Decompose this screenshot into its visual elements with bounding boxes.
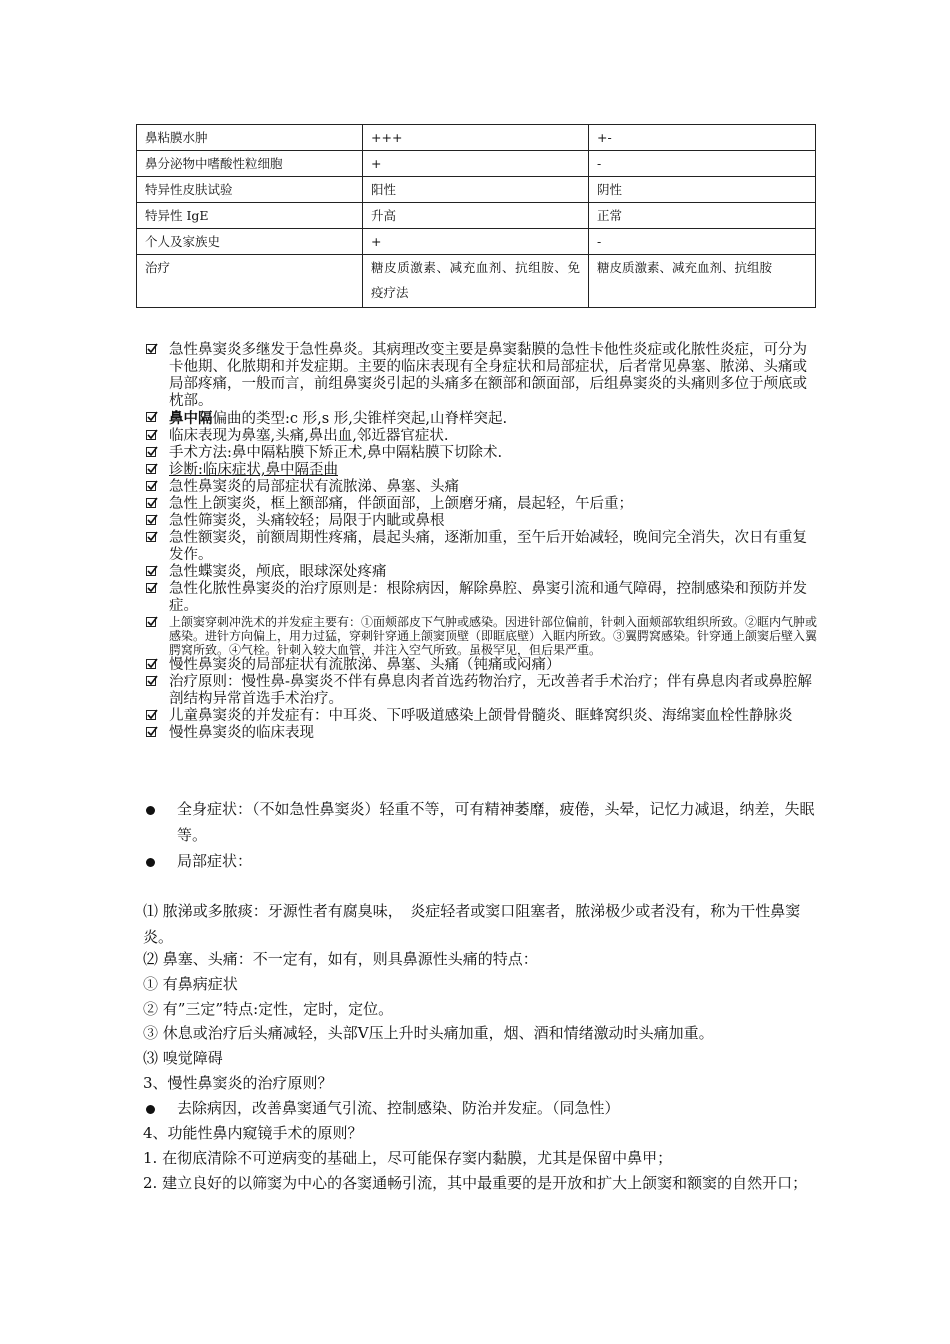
- checked-box-icon: [146, 659, 156, 669]
- table-cell: 鼻粘膜水肿: [137, 125, 363, 151]
- checked-box-icon: [146, 464, 156, 474]
- paragraph: 1. 在彻底清除不可逆病变的基础上，尽可能保存窦内黏膜，尤其是保留中鼻甲；: [143, 1149, 673, 1167]
- list-item-text: 急性额窦炎，前额周期性疼痛，晨起头痛，逐渐加重，至午后开始减轻，晚间完全消失，次日有重复发作。: [169, 530, 807, 563]
- list-item: [143, 657, 818, 674]
- bullet-item: [143, 848, 818, 874]
- list-item-text: 急性化脓性鼻窦炎的治疗原则是：根除病因，解除鼻腔、鼻窦引流和通气障碍，控制感染和预防并发症。: [169, 581, 807, 614]
- checked-box-icon: [146, 566, 156, 576]
- table-cell: 正常: [589, 203, 816, 229]
- list-item: [143, 513, 818, 530]
- checked-box-icon: [146, 481, 156, 491]
- list-item-text: 急性蝶窦炎，颅底，眼球深处疼痛: [169, 564, 387, 580]
- bullet-icon: [146, 806, 155, 815]
- paragraph: ② 有”三定”特点:定性，定时，定位。: [143, 1000, 394, 1018]
- paragraph: 4、功能性鼻内窥镜手术的原则？: [143, 1124, 363, 1142]
- paragraph: ⑶ 嗅觉障碍: [143, 1049, 223, 1067]
- table-cell: +: [363, 151, 589, 177]
- table-cell: +: [363, 229, 589, 255]
- list-item-text: 急性鼻窦炎多继发于急性鼻炎。其病理改变主要是鼻窦黏膜的急性卡他性炎症或化脓性炎症，可分为卡他期、化脓期和并发症期。主要的临床表现有全身症状和局部症状，后者常见鼻塞、脓涕、头痛或局部疼痛，一般而言，前组鼻窦炎引起的头痛多在额部和颌面部，后组鼻窦炎的头痛则多位于颅底或枕部。: [169, 342, 807, 409]
- list-item: [143, 342, 818, 410]
- list-item-bold-text: 鼻中隔: [169, 410, 213, 427]
- list-item-text: 诊断:临床症状,鼻中隔歪曲: [169, 462, 338, 478]
- table-cell: 特异性皮肤试验: [137, 177, 363, 203]
- paragraph: ③ 休息或治疗后头痛减轻，头部Ⅴ压上升时头痛加重，烟、酒和情绪激动时头痛加重。: [143, 1024, 714, 1042]
- checked-box-icon: [146, 532, 156, 542]
- list-item-text: 急性上颌窦炎，框上额部痛，伴颌面部，上颌磨牙痛，晨起轻，午后重；: [169, 496, 633, 512]
- comparison-table: [136, 124, 816, 308]
- list-item: [143, 708, 818, 725]
- list-item: [143, 615, 818, 657]
- checked-box-icon: [146, 515, 156, 525]
- table-cell: 阳性: [363, 177, 589, 203]
- table-row: [137, 177, 816, 203]
- table-row: [137, 255, 816, 308]
- paragraph: ① 有鼻病症状: [143, 975, 238, 993]
- checked-box-icon: [146, 727, 156, 737]
- checked-box-icon: [146, 447, 156, 457]
- list-item-text: 慢性鼻窦炎的局部症状有流脓涕、鼻塞、头痛（钝痛或闷痛）: [169, 657, 561, 673]
- checked-box-icon: [146, 430, 156, 440]
- table-row: [137, 229, 816, 255]
- list-item-text: 偏曲的类型:c 形,s 形,尖锥样突起,山脊样突起.: [212, 411, 508, 427]
- list-item-text: 临床表现为鼻塞,头痛,鼻出血,邻近器官症状.: [169, 428, 449, 444]
- list-item-text: 急性鼻窦炎的局部症状有流脓涕、鼻塞、头痛: [169, 479, 459, 495]
- table-cell: 治疗: [137, 255, 363, 308]
- checked-box-icon: [146, 344, 156, 354]
- list-item: [143, 674, 818, 708]
- bullet-text: 局部症状：: [177, 852, 253, 870]
- list-item: [143, 479, 818, 496]
- list-item-text: 儿童鼻窦炎的并发症有：中耳炎、下呼吸道感染上颌骨骨髓炎、眶蜂窝织炎、海绵窦血栓性静脉炎: [169, 708, 793, 724]
- list-item-text: 急性筛窦炎，头痛较轻；局限于内眦或鼻根: [169, 513, 445, 529]
- bullet-icon: [146, 1105, 155, 1114]
- paragraph: ⑵ 鼻塞、头痛：不一定有，如有，则具鼻源性头痛的特点：: [143, 950, 538, 968]
- list-item: [143, 410, 818, 428]
- table-cell: +++: [363, 125, 589, 151]
- list-item: [143, 581, 818, 615]
- bullet-text: 去除病因，改善鼻窦通气引流、控制感染、防治并发症。（同急性）: [177, 1099, 620, 1117]
- list-item-text: 上颌窦穿刺冲洗术的并发症主要有：①面颊部皮下气肿或感染。因进针部位偏前，针刺入面颊部软组织所致。②眶内气肿或感染。进针方向偏上，用力过猛，穿刺针穿通上颌窦顶壁（即眶底壁）入眶内所致。③翼腭窝感染。针穿通上颌窦后壁入翼腭窝所致。④气栓。针刺入较大血管，并注入空气所致。虽极罕见，但后果严重。: [169, 615, 818, 657]
- table-cell: -: [589, 151, 816, 177]
- bullet-item: [143, 796, 818, 848]
- table-cell: 特异性 IgE: [137, 203, 363, 229]
- table-row: [137, 203, 816, 229]
- list-item: [143, 496, 818, 513]
- list-item-text: 手术方法:鼻中隔粘膜下矫正术,鼻中隔粘膜下切除术.: [169, 445, 503, 461]
- checked-box-icon: [146, 412, 156, 422]
- list-item-text: 慢性鼻窦炎的临床表现: [169, 725, 314, 741]
- table-cell: +-: [589, 125, 816, 151]
- list-item: [143, 462, 818, 479]
- list-item: [143, 530, 818, 564]
- table-cell: 糖皮质激素、减充血剂、抗组胺、免疫疗法: [363, 255, 589, 308]
- bullet-item: [143, 1095, 818, 1121]
- paragraph: 3、慢性鼻窦炎的治疗原则？: [143, 1074, 333, 1092]
- list-item: [143, 428, 818, 445]
- paragraph: ⑴ 脓涕或多脓痰：牙源性者有腐臭味， 炎症轻者或窦口阻塞者，脓涕极少或者没有，称为干性鼻窦炎。: [143, 902, 801, 946]
- list-item: [143, 564, 818, 581]
- bullet-icon: [146, 858, 155, 867]
- table-cell: 个人及家族史: [137, 229, 363, 255]
- checked-box-icon: [146, 617, 156, 627]
- checkbox-list: [143, 342, 818, 742]
- checked-box-icon: [146, 676, 156, 686]
- list-item-text: 治疗原则：慢性鼻-鼻窦炎不伴有鼻息肉者首选药物治疗，无改善者手术治疗；伴有鼻息肉者或鼻腔解剖结构异常首选手术治疗。: [169, 674, 812, 707]
- list-item: [143, 725, 818, 742]
- table-row: [137, 125, 816, 151]
- checked-box-icon: [146, 498, 156, 508]
- list-item: [143, 445, 818, 462]
- bullet-text: 全身症状：（不如急性鼻窦炎）轻重不等，可有精神萎靡，疲倦，头晕，记忆力减退，纳差，失眠等。: [177, 800, 815, 844]
- table-cell: -: [589, 229, 816, 255]
- table-cell: 糖皮质激素、减充血剂、抗组胺: [589, 255, 816, 308]
- table-cell: 阴性: [589, 177, 816, 203]
- checked-box-icon: [146, 710, 156, 720]
- table-cell: 鼻分泌物中嗜酸性粒细胞: [137, 151, 363, 177]
- table-row: [137, 151, 816, 177]
- paragraph: 2. 建立良好的以筛窦为中心的各窦通畅引流，其中最重要的是开放和扩大上颌窦和额窦的自然开口；: [143, 1174, 808, 1192]
- table-cell: 升高: [363, 203, 589, 229]
- checked-box-icon: [146, 583, 156, 593]
